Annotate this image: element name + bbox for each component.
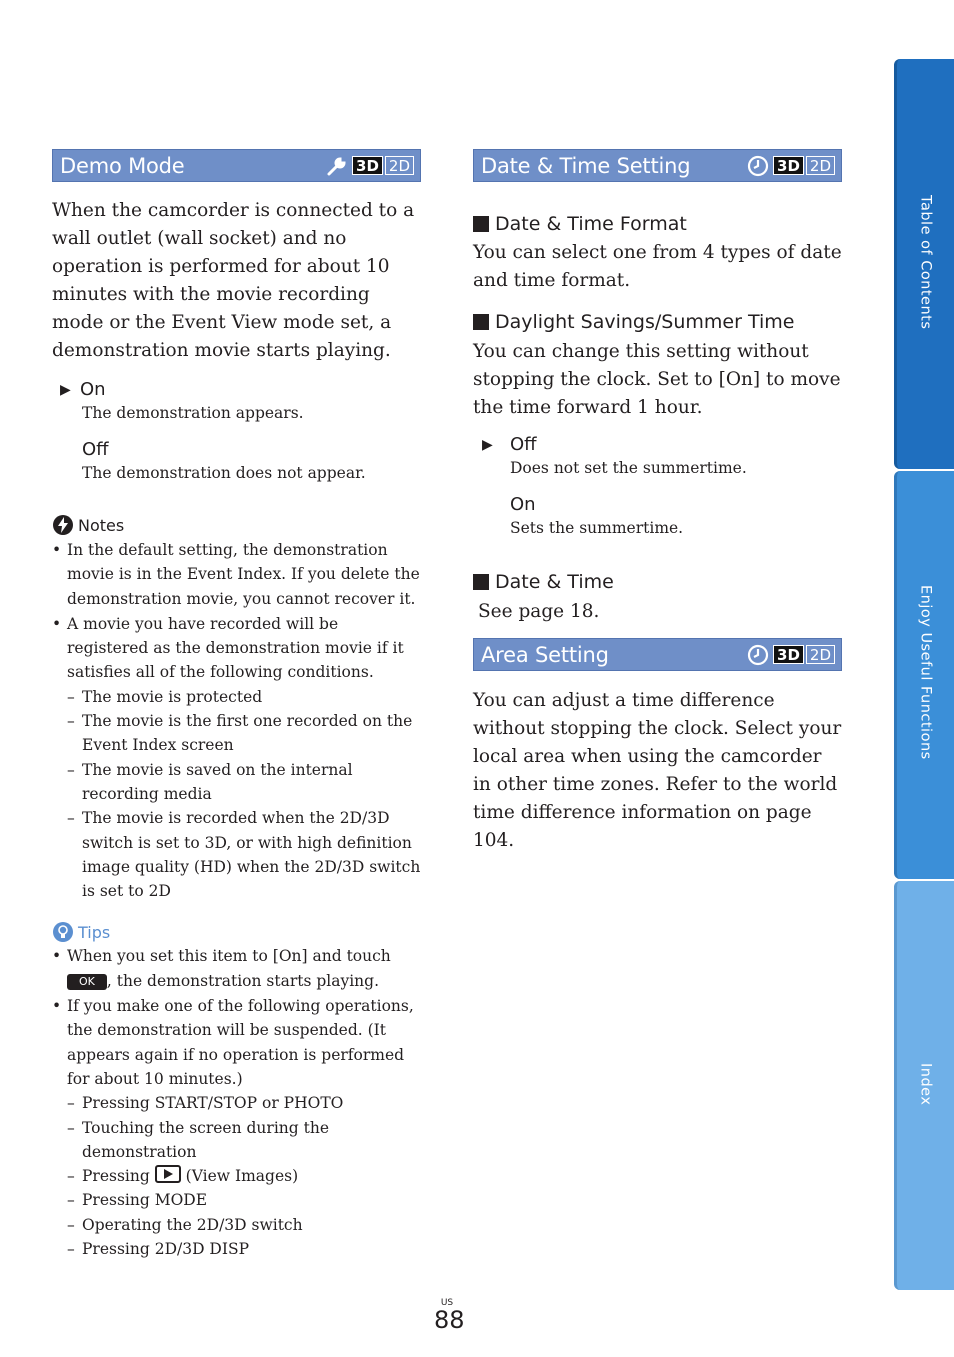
option-desc: Sets the summertime. (510, 519, 684, 537)
view-images-icon (155, 1165, 181, 1183)
area-title: Area Setting (481, 642, 609, 667)
default-arrow-icon: ▶ (482, 436, 493, 453)
list-item: – The movie is the first one recorded on the Event Index screen (67, 712, 413, 755)
ok-button-glyph: OK (67, 974, 107, 990)
date-time-link-text: See page 18. (478, 601, 600, 622)
square-bullet-icon (473, 216, 489, 232)
clock-icon (747, 155, 769, 177)
dst-heading: Daylight Savings/Summer Time (473, 311, 842, 333)
default-arrow-icon: ▶ (60, 381, 71, 398)
badge-2d: 2D (806, 645, 835, 664)
list-item: – Pressing MODE (67, 1191, 208, 1210)
area-header (473, 638, 842, 671)
notes-block (52, 514, 421, 903)
list-item: – The movie is recorded when the 2D/3D switch is set to 3D, or with high definition image quality (HD) when the 2D/3D switch is set to 2D (67, 809, 421, 901)
wrench-icon (326, 155, 348, 177)
list-item: – Pressing (View Images) (67, 1167, 299, 1186)
format-text: You can select one from 4 types of date and time format. (473, 242, 842, 291)
date-time-title: Date & Time Setting (481, 153, 691, 178)
list-item: – Operating the 2D/3D switch (67, 1215, 303, 1234)
tips-heading (52, 921, 421, 943)
list-item: – Touching the screen during the demonstration (67, 1118, 330, 1161)
area-text: You can adjust a time difference without stopping the clock. Select your local area when using the camcorder in other time zones. Refer to the world time difference information on page 104. (473, 690, 842, 851)
list-item: – The movie is saved on the internal recording media (67, 760, 353, 803)
date-time-subheading: Date & Time (473, 571, 842, 593)
demo-options (52, 379, 421, 483)
square-bullet-icon (473, 314, 489, 330)
option-off: ▶ Off (482, 434, 537, 455)
option-label: Off (82, 439, 109, 460)
tips-block (52, 921, 421, 1261)
square-bullet-icon (473, 574, 489, 590)
list-item: • If you make one of the following operations, the demonstration will be suspended. (It appears again if no operation is performed for about 10 minutes.) (52, 997, 414, 1088)
tab-table-of-contents[interactable]: Table of Contents (894, 59, 954, 469)
option-on: On (510, 494, 536, 515)
option-on (60, 379, 421, 400)
demo-mode-intro: When the camcorder is connected to a wall outlet (wall socket) and no operation is performed for about 10 minutes with the movie recording mode or the Event View mode set, a demonstration movie starts playing. (52, 200, 415, 361)
side-navigation (894, 59, 954, 1290)
option-label: On (80, 379, 106, 400)
page-number: US 88 (434, 1298, 465, 1334)
badge-2d: 2D (385, 156, 414, 175)
lightbulb-icon (52, 921, 74, 943)
option-desc: The demonstration does not appear. (82, 464, 366, 482)
list-item: • A movie you have recorded will be registered as the demonstration movie if it satisfies all of the following conditions. (52, 614, 404, 682)
notes-icon (52, 514, 74, 536)
list-item: – Pressing START/STOP or PHOTO (67, 1094, 344, 1113)
badge-2d: 2D (806, 156, 835, 175)
dst-options (473, 434, 842, 538)
notes-heading (52, 514, 421, 536)
date-time-header (473, 149, 842, 182)
clock-icon (747, 644, 769, 666)
option-off (60, 439, 421, 460)
demo-mode-title: Demo Mode (60, 153, 185, 178)
dst-text: You can change this setting without stopping the clock. Set to [On] to move the time forward 1 hour. (473, 341, 841, 418)
list-item: • When you set this item to [On] and touch OK , the demonstration starts playing. (52, 947, 391, 990)
demo-mode-header (52, 149, 421, 182)
list-item: • In the default setting, the demonstration movie is in the Event Index. If you delete the demonstration movie, you cannot recover it. (52, 541, 420, 608)
option-desc: The demonstration appears. (82, 404, 304, 422)
date-time-column (473, 149, 842, 855)
list-item: – Pressing 2D/3D DISP (67, 1240, 250, 1259)
badge-3d: 3D (352, 156, 383, 175)
notes-title: Notes (78, 515, 125, 535)
tab-enjoy-useful-functions[interactable]: Enjoy Useful Functions (894, 471, 954, 879)
tab-index[interactable]: Index (894, 881, 954, 1290)
badge-3d: 3D (773, 156, 804, 175)
badge-3d: 3D (773, 645, 804, 664)
option-desc: Does not set the summertime. (510, 459, 747, 477)
list-item: – The movie is protected (67, 687, 263, 706)
demo-mode-column (52, 149, 421, 1261)
tips-title: Tips (78, 922, 111, 942)
format-heading: Date & Time Format (473, 213, 842, 235)
